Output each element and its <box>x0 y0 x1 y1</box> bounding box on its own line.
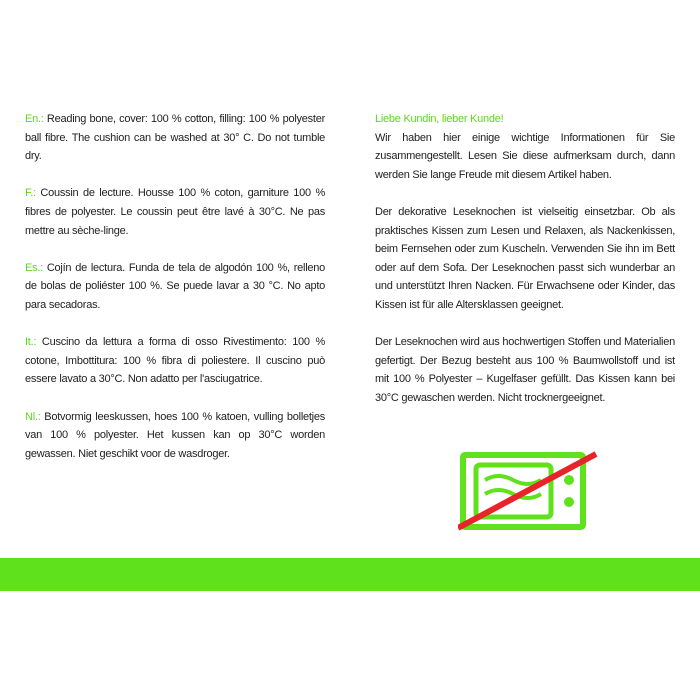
english-text: Reading bone, cover: 100 % cotton, filling: 100 % polyester ball fibre. The cushion can be washed at 30° C. Do not tumble dry. <box>25 113 325 163</box>
intro-text: Wir haben hier einige wichtige Informationen für Sie zusammengestellt. Lesen Sie diese aufmerksam durch, dann werden Sie lange Freude mit diesem Artikel haben. <box>375 131 675 181</box>
german-instructions <box>375 110 675 426</box>
french-text: Coussin de lecture. Housse 100 % coton, garniture 100 % fibres de polyester. Le coussin peut être lavé à 30°C. Ne pas mettre au sèche-linge. <box>25 187 325 237</box>
lang-label-nl: Nl.: <box>25 410 41 423</box>
dutch-paragraph <box>25 408 325 464</box>
spanish-paragraph <box>25 259 325 315</box>
green-footer-band <box>0 558 700 591</box>
english-paragraph <box>25 110 325 166</box>
greeting: Liebe Kundin, lieber Kunde! <box>375 113 504 125</box>
dutch-text: Botvormig leeskussen, hoes 100 % katoen, vulling bolletjes van 100 % polyester. Het kussen kan op 30°C worden gewassen. Niet geschikt voor de wasdroger. <box>25 410 325 460</box>
multilingual-instructions <box>25 110 325 482</box>
microwave-knob-bottom <box>564 497 574 507</box>
microwave-knob-top <box>564 475 574 485</box>
intro-paragraph <box>375 110 675 184</box>
lang-label-es: Es.: <box>25 261 43 274</box>
spanish-text: Cojín de lectura. Funda de tela de algodón 100 %, relleno de bolas de poliéster 100 %. Se puede lavar a 30 °C. No apto para secadoras. <box>25 261 325 311</box>
lang-label-it: It.: <box>25 336 37 349</box>
wave-line-1 <box>485 476 541 484</box>
lang-label-fr: F.: <box>25 187 36 200</box>
usage-paragraph: Der dekorative Leseknochen ist vielseitig einsetzbar. Ob als praktisches Kissen zum Lesen und Relaxen, als Nackenkissen, beim Fernsehen oder zum Kuscheln. Verwenden Sie ihn im Bett oder auf dem Sofa. Der Leseknochen passt sich wunderbar an und unterstützt Ihren Nacken. Für Erwachsene oder Kinder, das Kissen ist für alle Altersklassen geeignet. <box>375 205 675 311</box>
french-paragraph <box>25 184 325 240</box>
lang-label-en: En.: <box>25 113 44 125</box>
italian-paragraph <box>25 333 325 389</box>
material-paragraph: Der Leseknochen wird aus hochwertigen Stoffen und Materialien gefertigt. Der Bezug besteht aus 100 % Baumwollstoff und ist mit 100 % Polyester – Kugelfaser gefüllt. Das Kissen kann bei 30°C gewaschen werden. Nicht trocknergeeignet. <box>375 336 675 404</box>
italian-text: Cuscino da lettura a forma di osso Rivestimento: 100 % cotone, Imbottitura: 100 % fibra di poliestere. Il cuscino può essere lavato a 30°C. Non adatto per l'asciugatrice. <box>25 336 325 386</box>
no-microwave-icon <box>458 450 608 532</box>
